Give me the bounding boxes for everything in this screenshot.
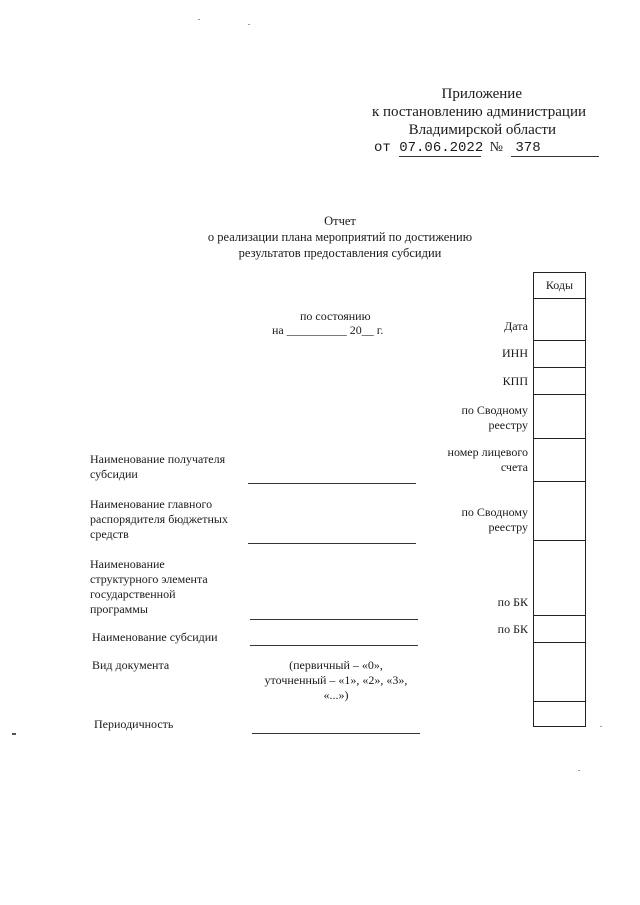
subsidy-label: Наименование субсидии [92,630,218,644]
label-date: Дата [504,319,528,333]
appendix-line2: к постановлению администрации [371,104,586,120]
code-cell-bk1[interactable] [534,541,586,616]
report-title [180,213,500,261]
code-cell-inn[interactable] [534,341,586,368]
recipient-label-line1: Наименование получателя [90,452,226,466]
decree-date: 07.06.2022 [399,140,484,156]
code-cell-date[interactable] [534,299,586,341]
scan-speck [578,770,580,771]
manager-label-line3: средств [90,527,129,541]
label-account-a: номер лицевого [447,445,528,459]
recipient-label [90,452,225,482]
manager-field-line[interactable] [248,543,416,544]
label-bk1: по БК [497,595,528,609]
element-label [90,557,208,617]
codes-header: Коды [534,273,586,299]
from-prefix: от [374,140,391,156]
code-cell-bk2[interactable] [534,616,586,643]
element-label-line1: Наименование [90,557,165,571]
code-cell-doctype[interactable] [534,643,586,702]
element-label-line2: структурного элемента [90,572,208,586]
manager-label-line2: распорядителя бюджетных [90,512,228,526]
element-label-line3: государственной [90,587,176,601]
doctype-note [252,658,420,703]
doctype-label: Вид документа [92,658,170,672]
title-line2: о реализации плана мероприятий по достижению [207,230,473,244]
recipient-label-line2: субсидии [90,467,138,481]
manager-label-line1: Наименование главного [90,497,213,511]
doctype-note-line2: уточненный – «1», «2», «3», [264,673,408,687]
element-field-line[interactable] [250,619,418,620]
code-cell-account[interactable] [534,439,586,482]
as-of-line2: на __________ 20__ г. [272,323,384,337]
title-line3: результатов предоставления субсидии [238,246,442,260]
label-svod2-b: реестру [488,520,528,534]
periodicity-field-line[interactable] [252,733,420,734]
label-inn: ИНН [502,346,528,360]
code-cell-svod1[interactable] [534,395,586,439]
periodicity-label: Периодичность [94,717,174,731]
label-svod1-a: по Сводному [461,403,528,417]
label-bk2: по БК [497,622,528,636]
scan-speck [198,19,200,20]
label-svod2-a: по Сводному [461,505,528,519]
label-kpp: КПП [502,374,528,388]
appendix-line3: Владимирской области [408,122,556,138]
label-account-b: счета [500,460,528,474]
codes-table [533,272,586,727]
label-svod1-b: реестру [488,418,528,432]
decree-number: 378 [511,140,599,157]
appendix-line1: Приложение [441,86,522,102]
scan-speck [600,726,602,727]
element-label-line4: программы [90,602,148,616]
title-line1: Отчет [324,214,356,228]
as-of-line1: по состоянию [300,309,371,323]
code-cell-kpp[interactable] [534,368,586,395]
manager-label [90,497,228,542]
recipient-field-line[interactable] [248,483,416,484]
doctype-note-line3: «...») [323,688,349,702]
appendix-date-row [374,140,599,157]
doctype-note-line1: (первичный – «0», [289,658,383,672]
code-cell-svod2[interactable] [534,482,586,541]
number-sign: № [489,140,503,155]
code-cell-periodicity[interactable] [534,702,586,727]
scan-speck [248,24,250,25]
scan-speck [12,733,16,735]
subsidy-field-line[interactable] [250,645,418,646]
